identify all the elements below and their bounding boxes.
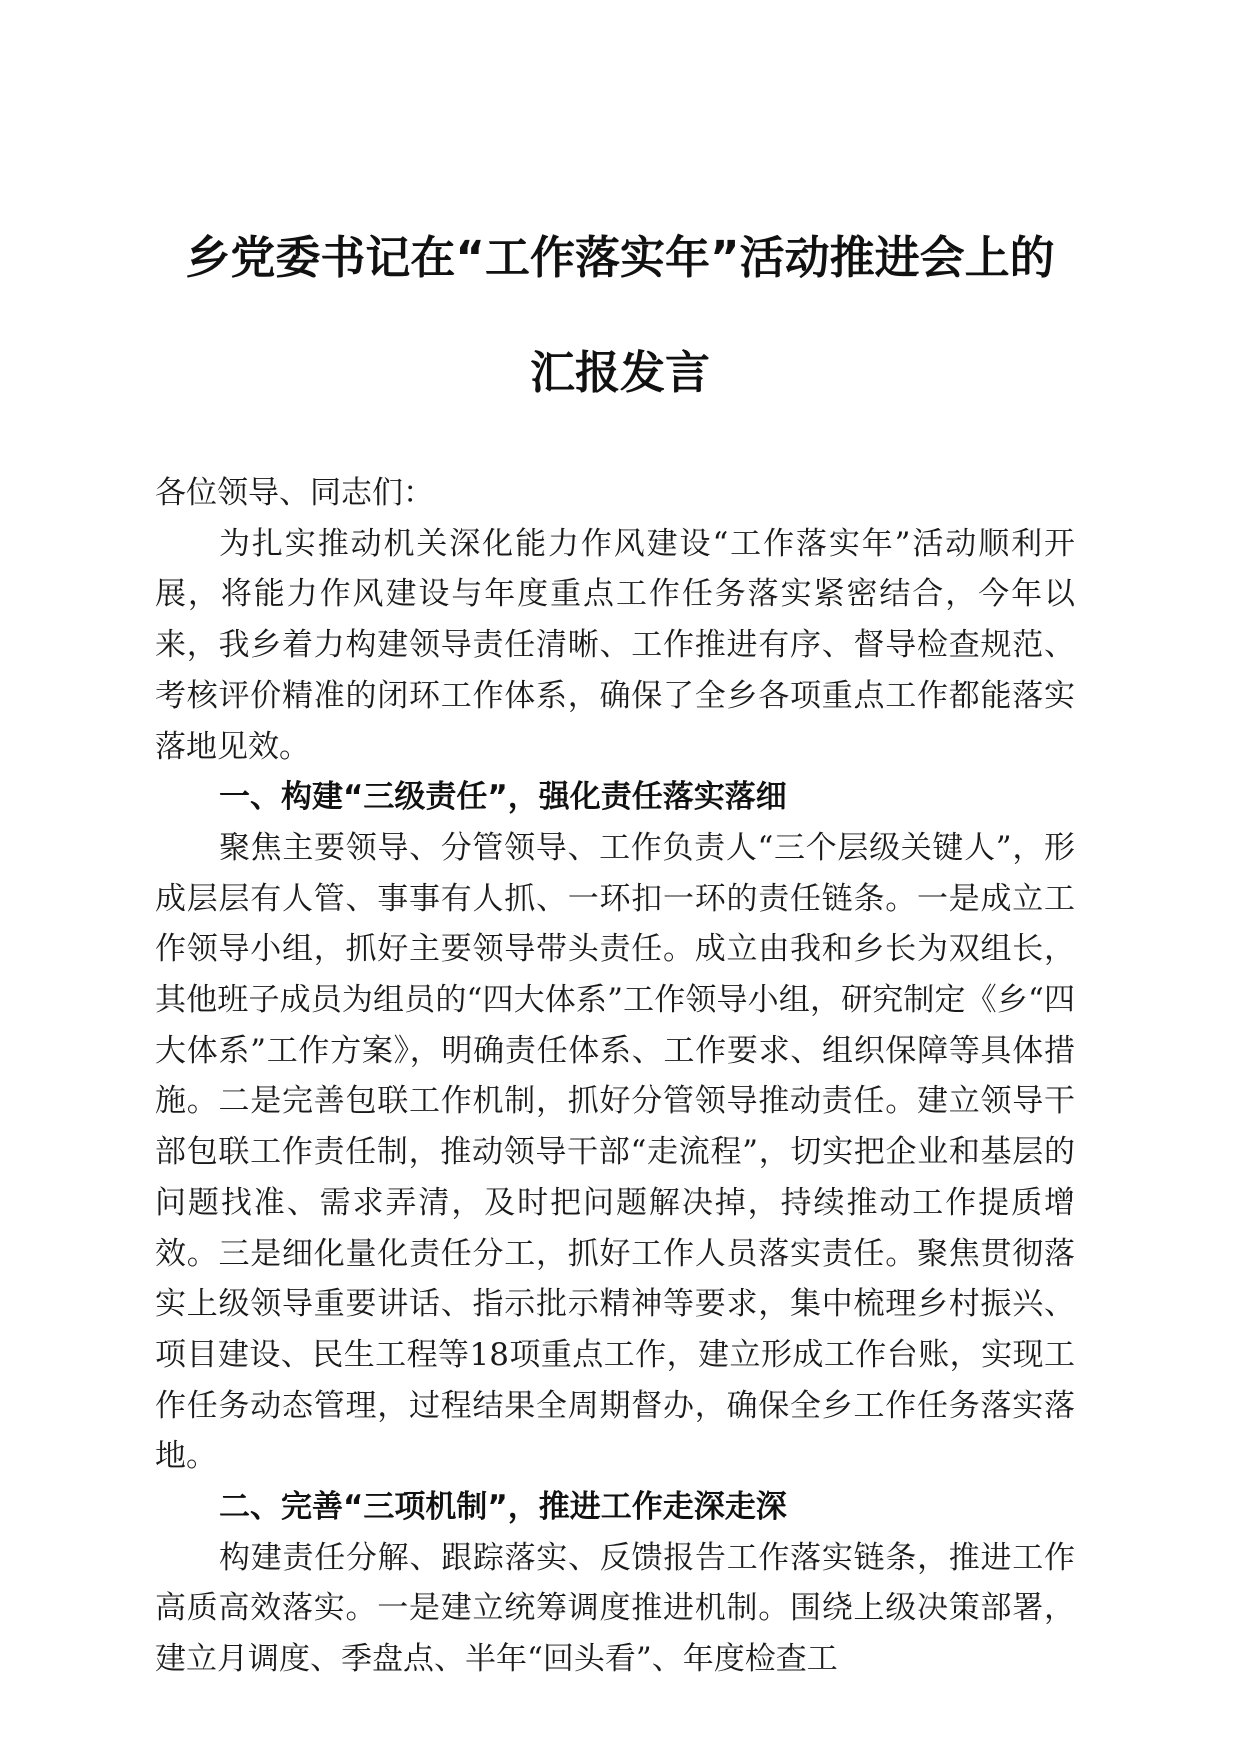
document-body xyxy=(155,468,1075,1685)
intro-paragraph: 为扎实推动机关深化能力作风建设“工作落实年”活动顺利开展，将能力作风建设与年度重点工作任务落实紧密结合，今年以来，我乡着力构建领导责任清晰、工作推进有序、督导检查规范、考核评价精准的闭环工作体系，确保了全乡各项重点工作都能落实落地见效。 xyxy=(155,525,1075,765)
salutation: 各位领导、同志们： xyxy=(155,475,434,511)
section-1-paragraph: 聚焦主要领导、分管领导、工作负责人“三个层级关键人”，形成层层有人管、事事有人抓、一环扣一环的责任链条。一是成立工作领导小组，抓好主要领导带头责任。成立由我和乡长为双组长，其他班子成员为组员的“四大体系”工作领导小组，研究制定《乡“四大体系”工作方案》，明确责任体系、工作要求、组织保障等具体措施。二是完善包联工作机制，抓好分管领导推动责任。建立领导干部包联工作责任制，推动领导干部“走流程”，切实把企业和基层的问题找准、需求弄清，及时把问题解决掉，持续推动工作提质增效。三是细化量化责任分工，抓好工作人员落实责任。聚焦贯彻落实上级领导重要讲话、指示批示精神等要求，集中梳理乡村振兴、项目建设、民生工程等18项重点工作，建立形成工作台账，实现工作任务动态管理，过程结果全周期督办，确保全乡工作任务落实落地。 xyxy=(155,829,1075,1475)
document-title-line-1: 乡党委书记在“工作落实年”活动推进会上的 xyxy=(185,231,1055,284)
document-title-line-2: 汇报发言 xyxy=(529,346,710,399)
section-2-heading: 二、完善“三项机制”，推进工作走深走深 xyxy=(219,1489,787,1526)
section-2-paragraph: 构建责任分解、跟踪落实、反馈报告工作落实链条，推进工作高质高效落实。一是建立统筹调度推进机制。围绕上级决策部署，建立月调度、季盘点、半年“回头看”、年度检查工 xyxy=(155,1539,1075,1678)
section-1-heading: 一、构建“三级责任”，强化责任落实落细 xyxy=(219,779,787,816)
